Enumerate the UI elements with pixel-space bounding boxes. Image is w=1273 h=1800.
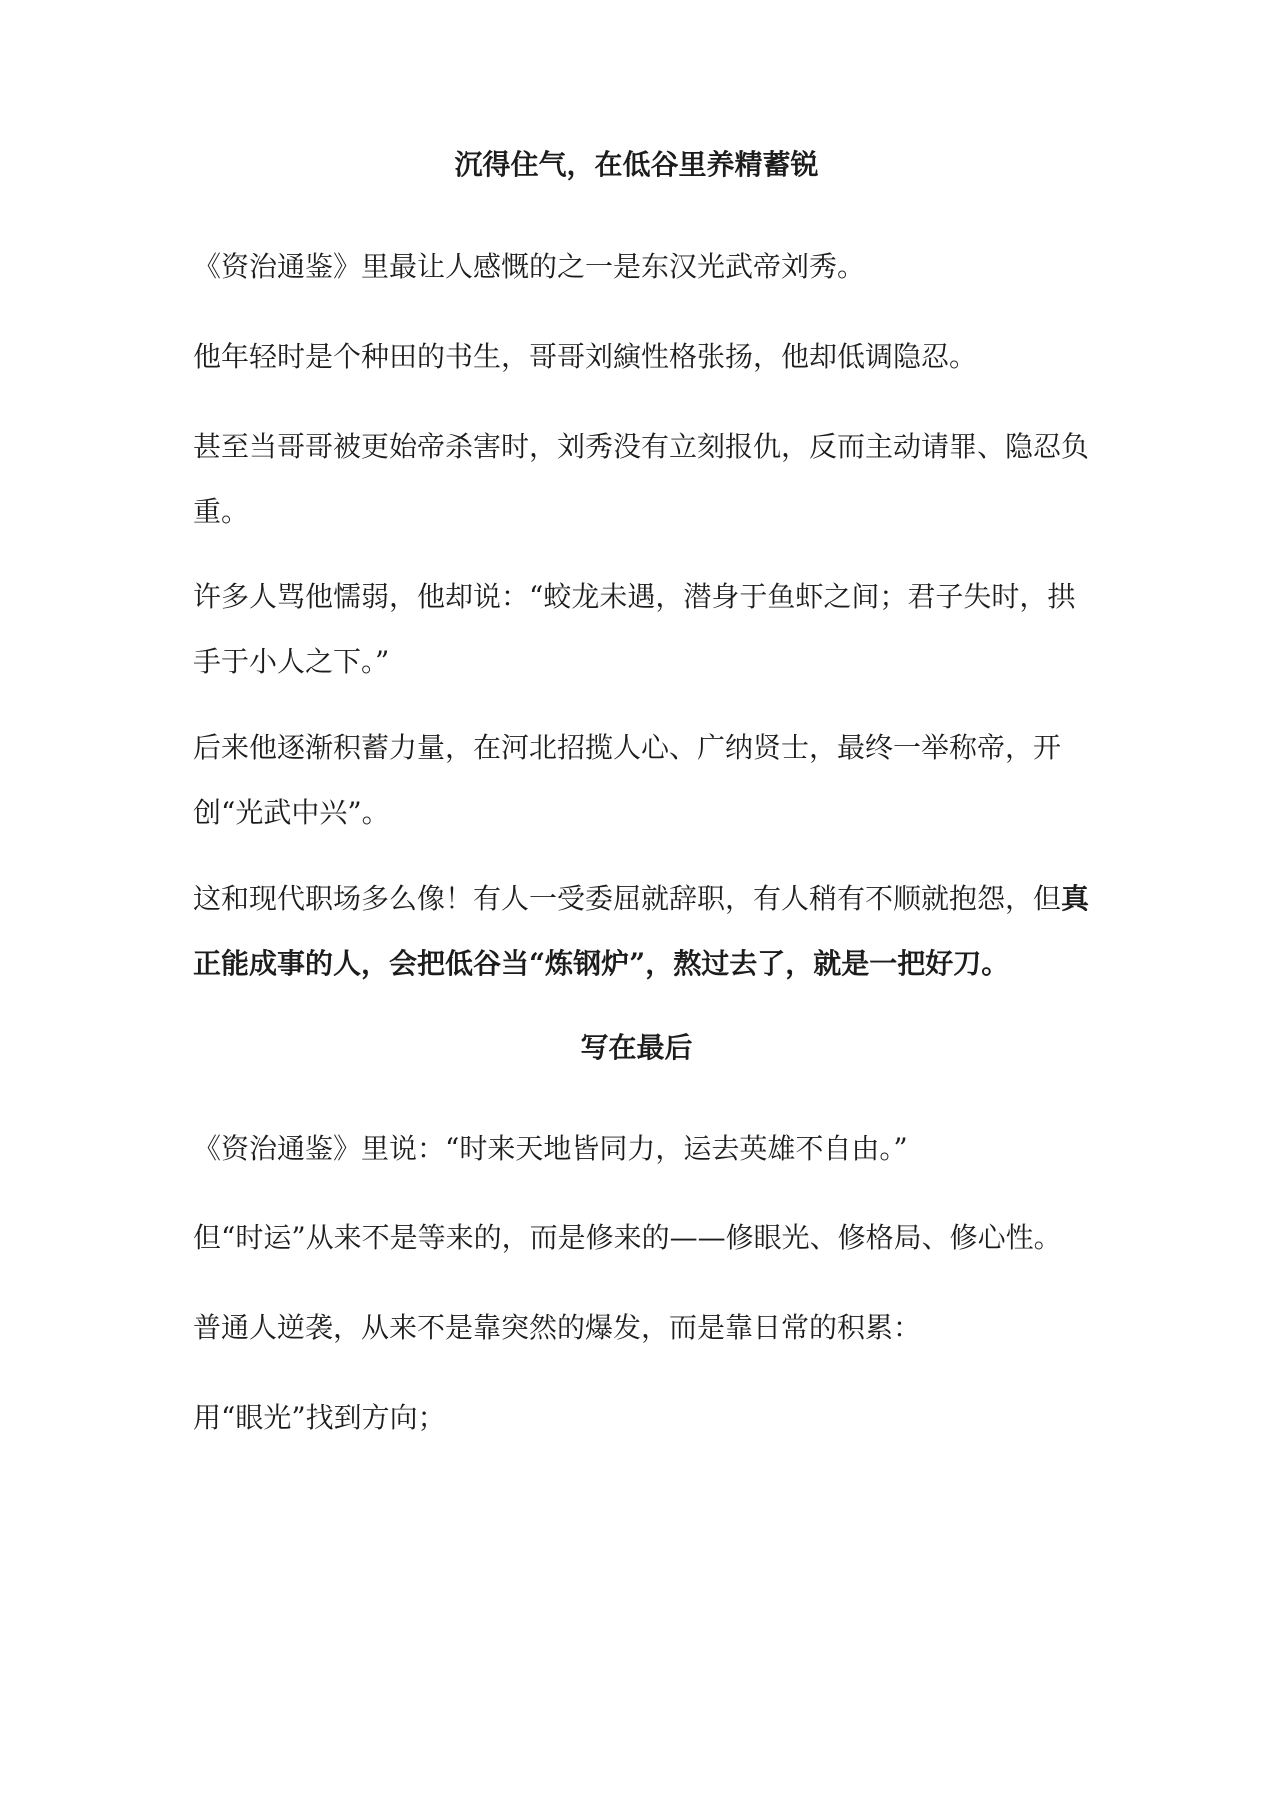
paragraph: 他年轻时是个种田的书生，哥哥刘縯性格张扬，他却低调隐忍。 <box>193 340 978 373</box>
paragraph: 但“时运”从来不是等来的，而是修来的——修眼光、修格局、修心性。 <box>193 1221 1062 1254</box>
paragraph: 普通人逆袭，从来不是靠突然的爆发，而是靠日常的积累： <box>193 1311 922 1344</box>
paragraph: 《资治通鉴》里最让人感慨的之一是东汉光武帝刘秀。 <box>193 250 866 283</box>
paragraph: 许多人骂他懦弱，他却说：“蛟龙未遇，潜身于鱼虾之间；君子失时，拱手于小人之下。” <box>193 580 1076 678</box>
paragraph: 甚至当哥哥被更始帝杀害时，刘秀没有立刻报仇，反而主动请罪、隐忍负重。 <box>193 430 1090 528</box>
closing-paragraph <box>193 866 1093 996</box>
paragraph: 用“眼光”找到方向； <box>193 1401 446 1434</box>
paragraph: 后来他逐渐积蓄力量，在河北招揽人心、广纳贤士，最终一举称帝，开创“光武中兴”。 <box>193 731 1062 829</box>
closing-plain-text: 这和现代职场多么像！有人一受委屈就辞职，有人稍有不顺就抱怨，但 <box>193 882 1062 915</box>
section-title: 沉得住气，在低谷里养精蓄锐 <box>454 148 819 181</box>
section-title: 写在最后 <box>580 1031 693 1064</box>
closing-bold-text: 真正能成事的人，会把低谷当“炼钢炉”，熬过去了，就是一把好刀。 <box>193 882 1090 980</box>
paragraph: 《资治通鉴》里说：“时来天地皆同力，运去英雄不自由。” <box>193 1132 908 1165</box>
